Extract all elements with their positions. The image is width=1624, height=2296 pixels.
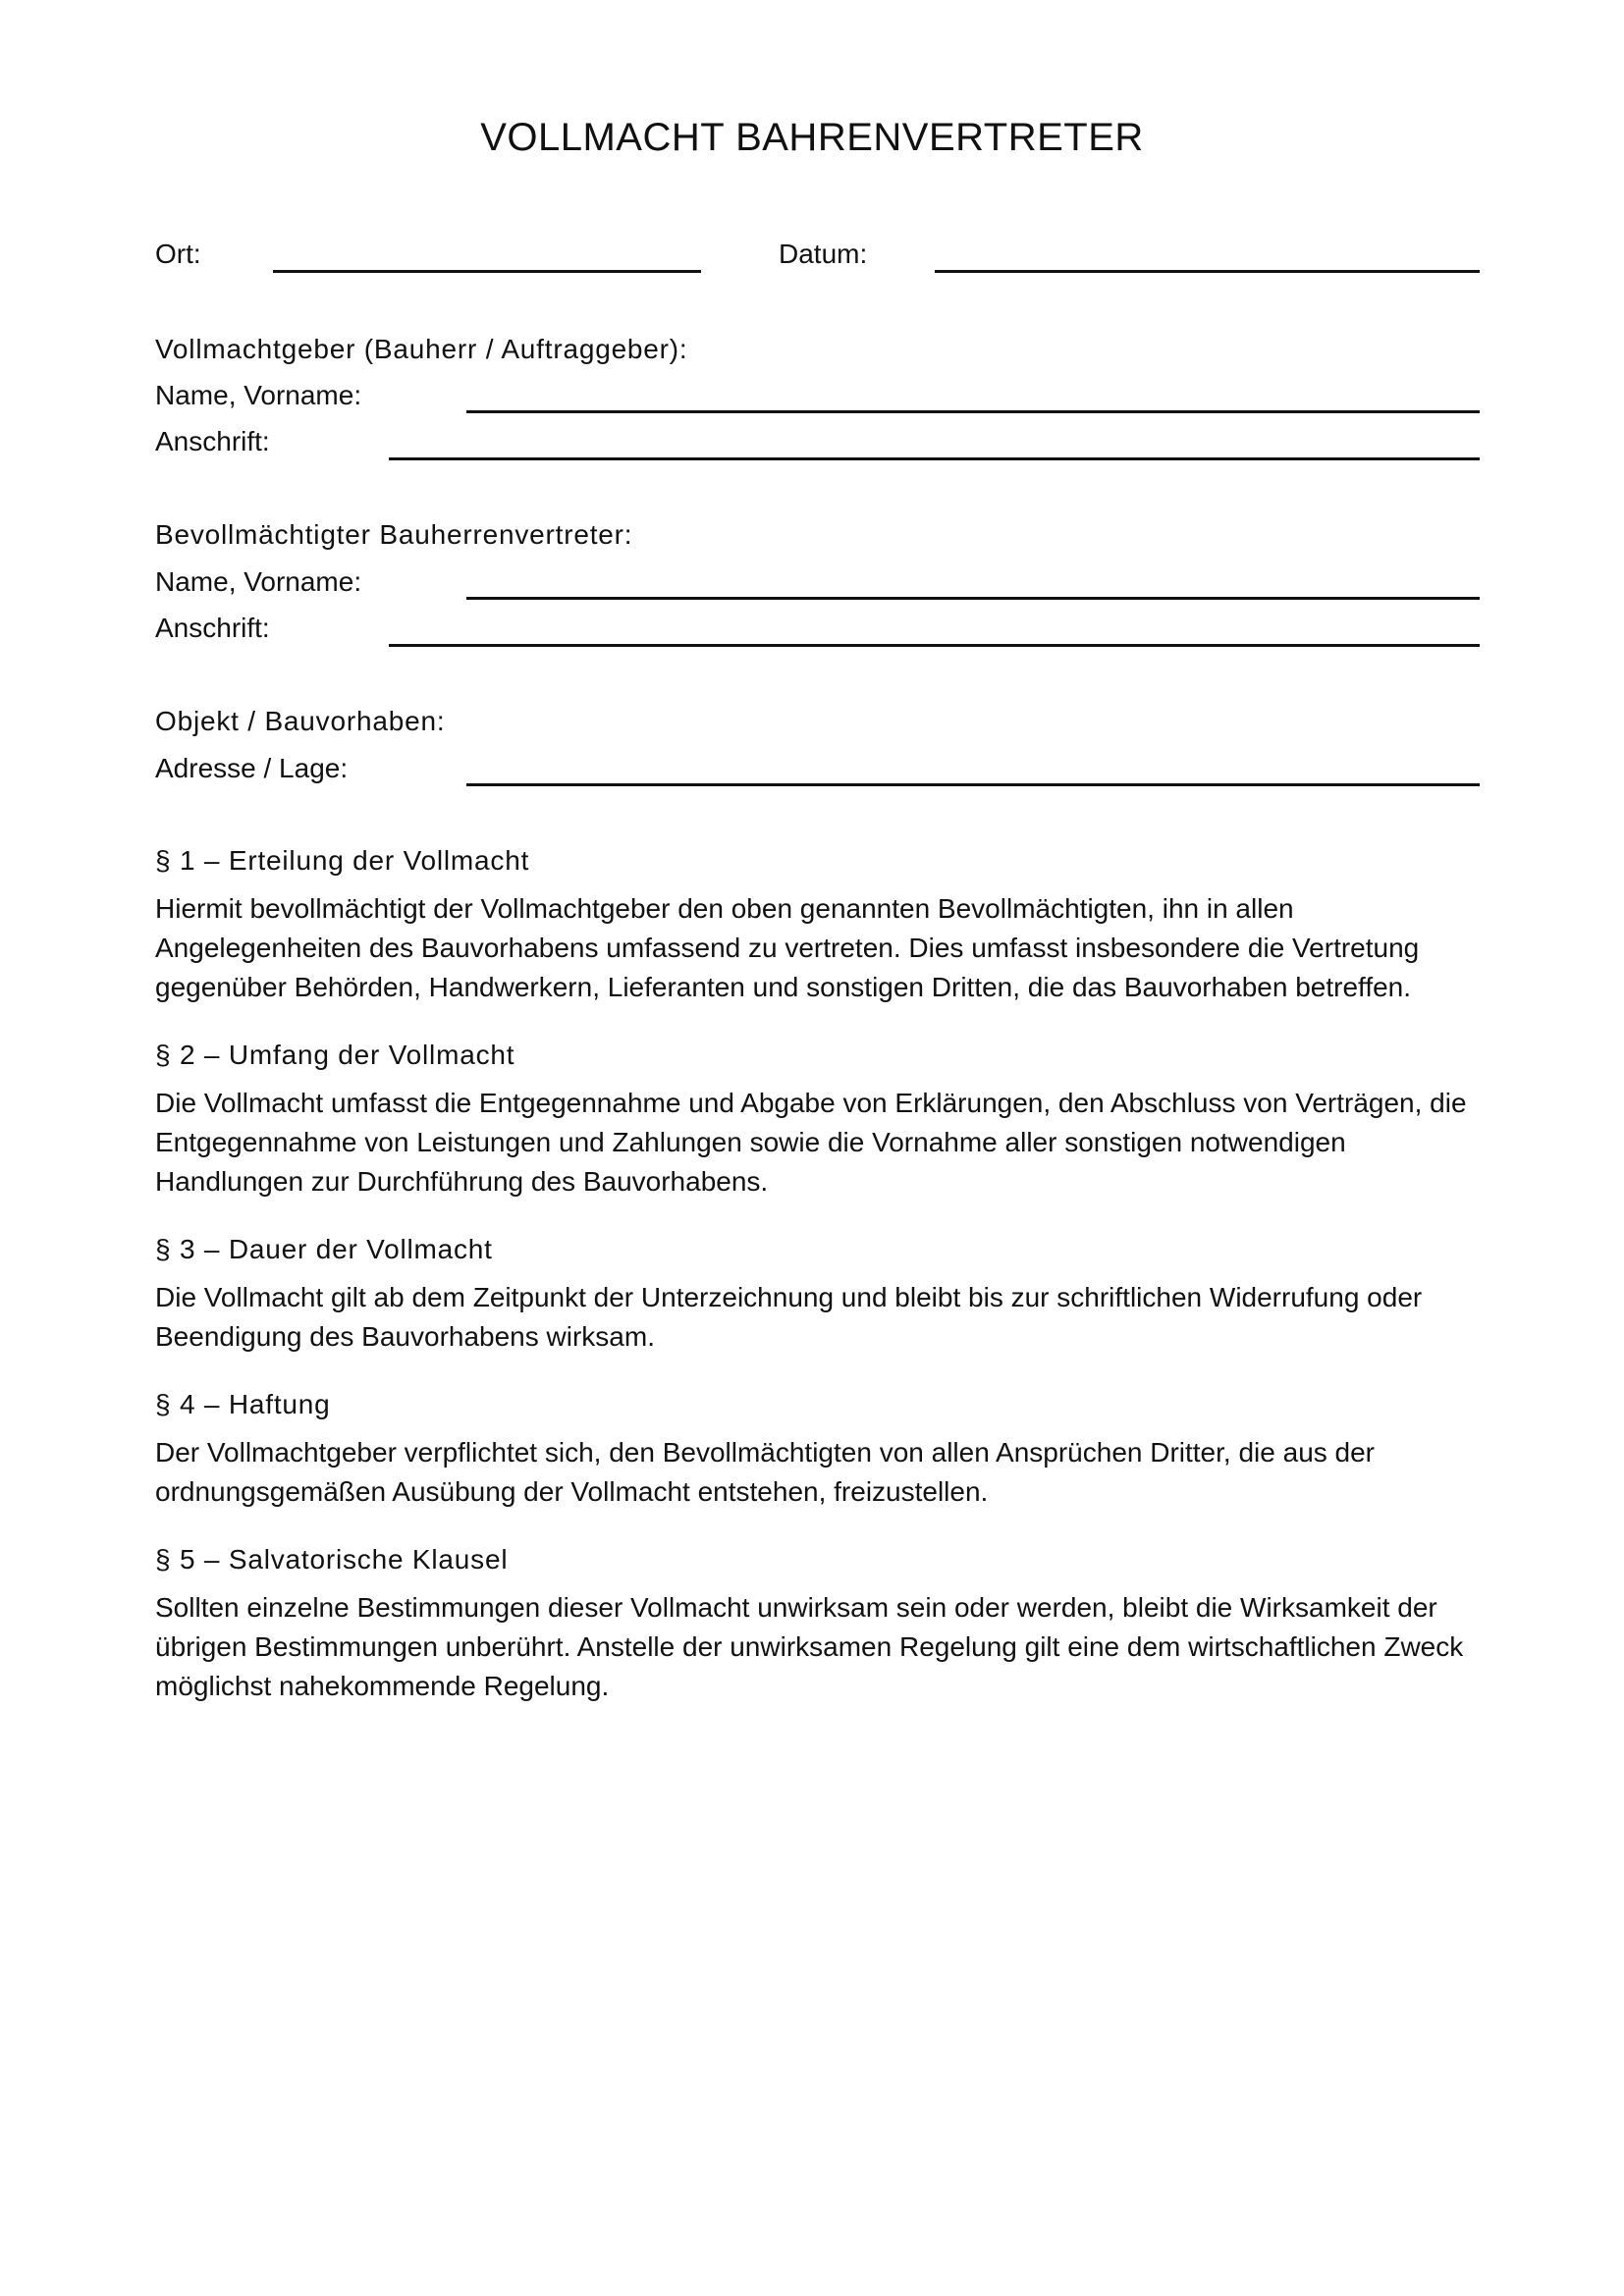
bevollmaechtigter-address-field-line[interactable] xyxy=(389,644,1480,647)
section-5-heading: § 5 – Salvatorische Klausel xyxy=(155,1544,509,1575)
objekt-address-field-line[interactable] xyxy=(466,783,1480,786)
section-3-heading: § 3 – Dauer der Vollmacht xyxy=(155,1234,493,1264)
section-2-line-2: Entgegennahme von Leistungen und Zahlungen sowie die Vornahme aller sonstigen notwendigen xyxy=(155,1127,1346,1157)
vollmachtgeber-name-label: Name, Vorname: xyxy=(155,380,362,410)
bevollmaechtigter-name-field-line[interactable] xyxy=(466,597,1480,600)
section-2-line-1: Die Vollmacht umfasst die Entgegennahme und Abgabe von Erklärungen, den Abschluss von Verträgen, die xyxy=(155,1088,1467,1118)
ort-field-line[interactable] xyxy=(273,270,701,273)
section-5-line-2: übrigen Bestimmungen unberührt. Anstelle der unwirksamen Regelung gilt eine dem wirtschaftlichen Zweck xyxy=(155,1631,1464,1662)
vollmachtgeber-name-field-line[interactable] xyxy=(466,410,1480,413)
section-4-line-1: Der Vollmachtgeber verpflichtet sich, den Bevollmächtigten von allen Ansprüchen Dritter, die aus der xyxy=(155,1437,1376,1468)
objekt-heading: Objekt / Bauvorhaben: xyxy=(155,706,446,736)
ort-label: Ort: xyxy=(155,239,201,269)
section-2-heading: § 2 – Umfang der Vollmacht xyxy=(155,1040,515,1070)
vollmachtgeber-heading: Vollmachtgeber (Bauherr / Auftraggeber): xyxy=(155,334,688,364)
section-3-line-1: Die Vollmacht gilt ab dem Zeitpunkt der Unterzeichnung und bleibt bis zur schriftlichen Widerrufung oder xyxy=(155,1282,1423,1312)
section-4-body xyxy=(155,1433,1490,1512)
section-1-line-1: Hiermit bevollmächtigt der Vollmachtgeber den oben genannten Bevollmächtigten, ihn in allen xyxy=(155,893,1294,924)
section-3-line-2: Beendigung des Bauvorhabens wirksam. xyxy=(155,1321,655,1352)
objekt-address-label: Adresse / Lage: xyxy=(155,753,349,783)
datum-label: Datum: xyxy=(779,239,868,269)
section-5-line-1: Sollten einzelne Bestimmungen dieser Vollmacht unwirksam sein oder werden, bleibt die Wirksamkeit der xyxy=(155,1592,1437,1623)
section-3-body xyxy=(155,1278,1490,1357)
section-1-line-2: Angelegenheiten des Bauvorhabens umfassend zu vertreten. Dies umfasst insbesondere die Vertretung xyxy=(155,933,1420,963)
section-5-line-3: möglichst nahekommende Regelung. xyxy=(155,1671,610,1701)
bevollmaechtigter-heading: Bevollmächtigter Bauherrenvertreter: xyxy=(155,519,633,550)
vollmachtgeber-address-field-line[interactable] xyxy=(389,457,1480,460)
section-1-heading: § 1 – Erteilung der Vollmacht xyxy=(155,845,530,876)
section-2-line-3: Handlungen zur Durchführung des Bauvorhabens. xyxy=(155,1166,769,1197)
bevollmaechtigter-address-label: Anschrift: xyxy=(155,613,270,643)
document-title: VOLLMACHT BAHRENVERTRETER xyxy=(480,116,1144,159)
datum-field-line[interactable] xyxy=(935,270,1480,273)
section-4-heading: § 4 – Haftung xyxy=(155,1389,331,1419)
section-1-body xyxy=(155,889,1490,1007)
section-2-body xyxy=(155,1084,1490,1201)
section-1-line-3: gegenüber Behörden, Handwerkern, Lieferanten und sonstigen Dritten, die das Bauvorhaben betreffen. xyxy=(155,972,1412,1002)
bevollmaechtigter-name-label: Name, Vorname: xyxy=(155,566,362,597)
section-4-line-2: ordnungsgemäßen Ausübung der Vollmacht entstehen, freizustellen. xyxy=(155,1476,989,1507)
vollmachtgeber-address-label: Anschrift: xyxy=(155,426,270,456)
section-5-body xyxy=(155,1588,1490,1706)
